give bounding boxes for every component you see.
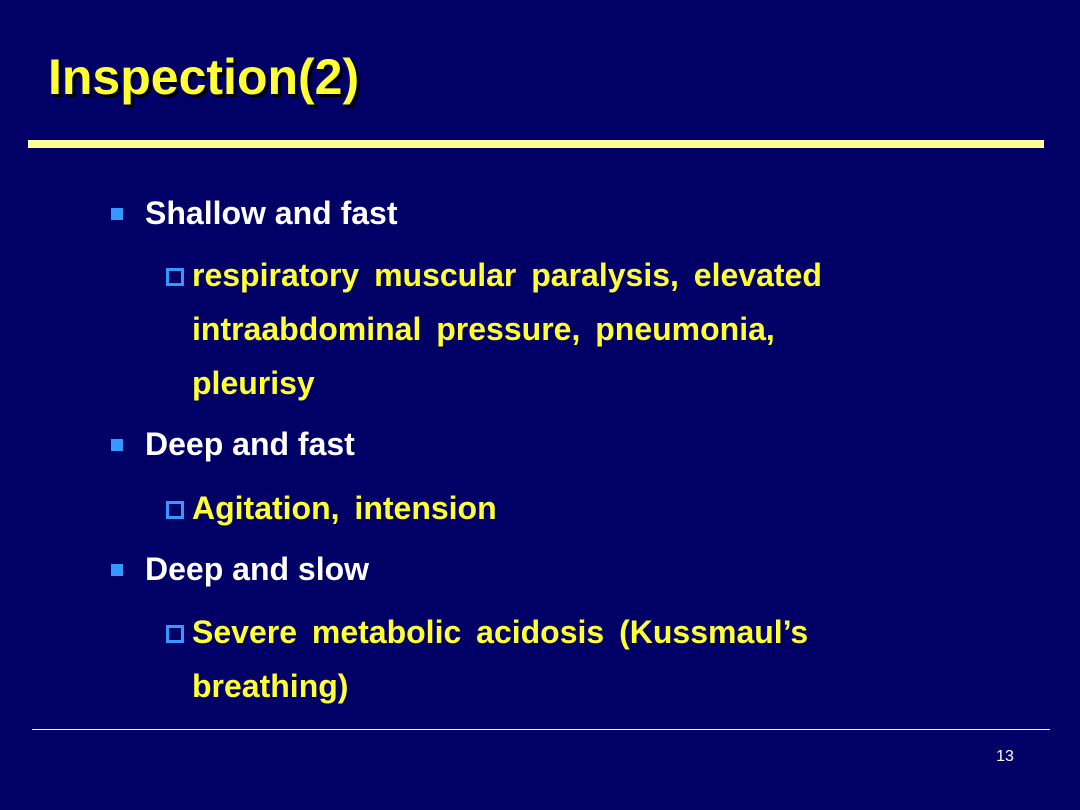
footer-divider	[32, 729, 1050, 730]
slide-title: Inspection(2)	[48, 49, 360, 105]
sub-bullet-line: intraabdominal pressure, pneumonia,	[192, 311, 775, 347]
square-bullet-icon	[111, 439, 123, 451]
bullet-item-deep-and-slow: Deep and slow	[145, 551, 370, 587]
hollow-square-bullet-icon	[166, 268, 184, 286]
title-underline	[28, 140, 1044, 148]
bullet-item-shallow-and-fast: Shallow and fast	[145, 195, 398, 231]
sub-bullet-line: Agitation, intension	[192, 490, 497, 526]
square-bullet-icon	[111, 564, 123, 576]
sub-bullet-line: breathing)	[192, 668, 349, 704]
hollow-square-bullet-icon	[166, 501, 184, 519]
page-number: 13	[996, 748, 1014, 765]
hollow-square-bullet-icon	[166, 625, 184, 643]
square-bullet-icon	[111, 208, 123, 220]
sub-bullet-line: Severe metabolic acidosis (Kussmaul’s	[192, 614, 809, 650]
bullet-item-deep-and-fast: Deep and fast	[145, 426, 355, 462]
sub-bullet-line: respiratory muscular paralysis, elevated	[192, 257, 822, 293]
sub-bullet-line: pleurisy	[192, 365, 315, 401]
